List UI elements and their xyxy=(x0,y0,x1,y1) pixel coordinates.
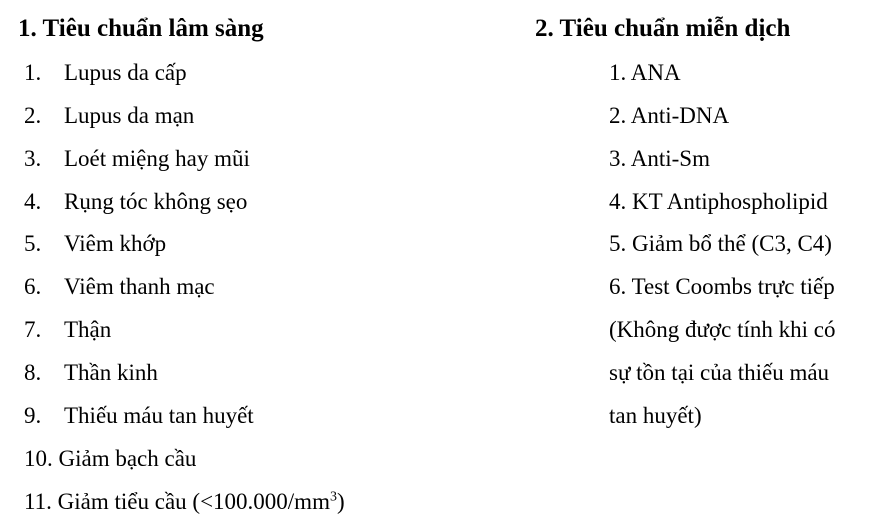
item-text: Lupus da cấp xyxy=(64,60,187,85)
item-number: 11. xyxy=(24,489,52,514)
item-text: Viêm thanh mạc xyxy=(64,274,215,299)
item-number: 3. xyxy=(24,146,42,171)
item-number: 6. xyxy=(24,274,42,299)
immunologic-line-5: 5. Giảm bổ thể (C3, C4) xyxy=(609,231,832,256)
item-text: Loét miệng hay mũi xyxy=(64,146,250,171)
item-text: Thận xyxy=(64,317,112,342)
clinical-criteria-heading: 1. Tiêu chuẩn lâm sàng xyxy=(18,15,264,42)
item-text: Thần kinh xyxy=(64,360,158,385)
item-number: 9. xyxy=(24,403,42,428)
immunologic-line-4: 4. KT Antiphospholipid xyxy=(609,189,828,214)
item-number: 8. xyxy=(24,360,42,385)
item-number: 4. xyxy=(24,189,42,214)
item-number: 5. xyxy=(24,231,42,256)
immunologic-line-1: 1. ANA xyxy=(609,60,681,85)
immunologic-line-6: 6. Test Coombs trực tiếp xyxy=(609,274,835,299)
closing-paren: ) xyxy=(336,489,345,514)
item-number: 1. xyxy=(24,60,42,85)
immunologic-note-line-2: sự tồn tại của thiếu máu xyxy=(609,360,830,385)
item-number: 7. xyxy=(24,317,42,342)
immunologic-note-line-1: (Không được tính khi có xyxy=(609,317,836,342)
item-text: Thiếu máu tan huyết xyxy=(64,403,254,428)
item-text: Rụng tóc không sẹo xyxy=(64,189,248,214)
immunologic-criteria-heading: 2. Tiêu chuẩn miễn dịch xyxy=(535,15,791,42)
superscript-exponent: 3 xyxy=(329,489,337,505)
item-number: 10. xyxy=(24,446,53,471)
clinical-item-10 xyxy=(24,444,196,474)
immunologic-note-line-3: tan huyết) xyxy=(609,403,702,428)
item-text: Giảm bạch cầu xyxy=(58,446,197,471)
item-text: Viêm khớp xyxy=(64,231,167,256)
item-text: Giảm tiểu cầu (<100.000/mm xyxy=(57,489,330,514)
immunologic-line-3: 3. Anti-Sm xyxy=(609,146,710,171)
immunologic-line-2: 2. Anti-DNA xyxy=(609,103,730,128)
item-text: Lupus da mạn xyxy=(64,103,195,128)
clinical-item-11 xyxy=(24,487,345,517)
item-number: 2. xyxy=(24,103,42,128)
